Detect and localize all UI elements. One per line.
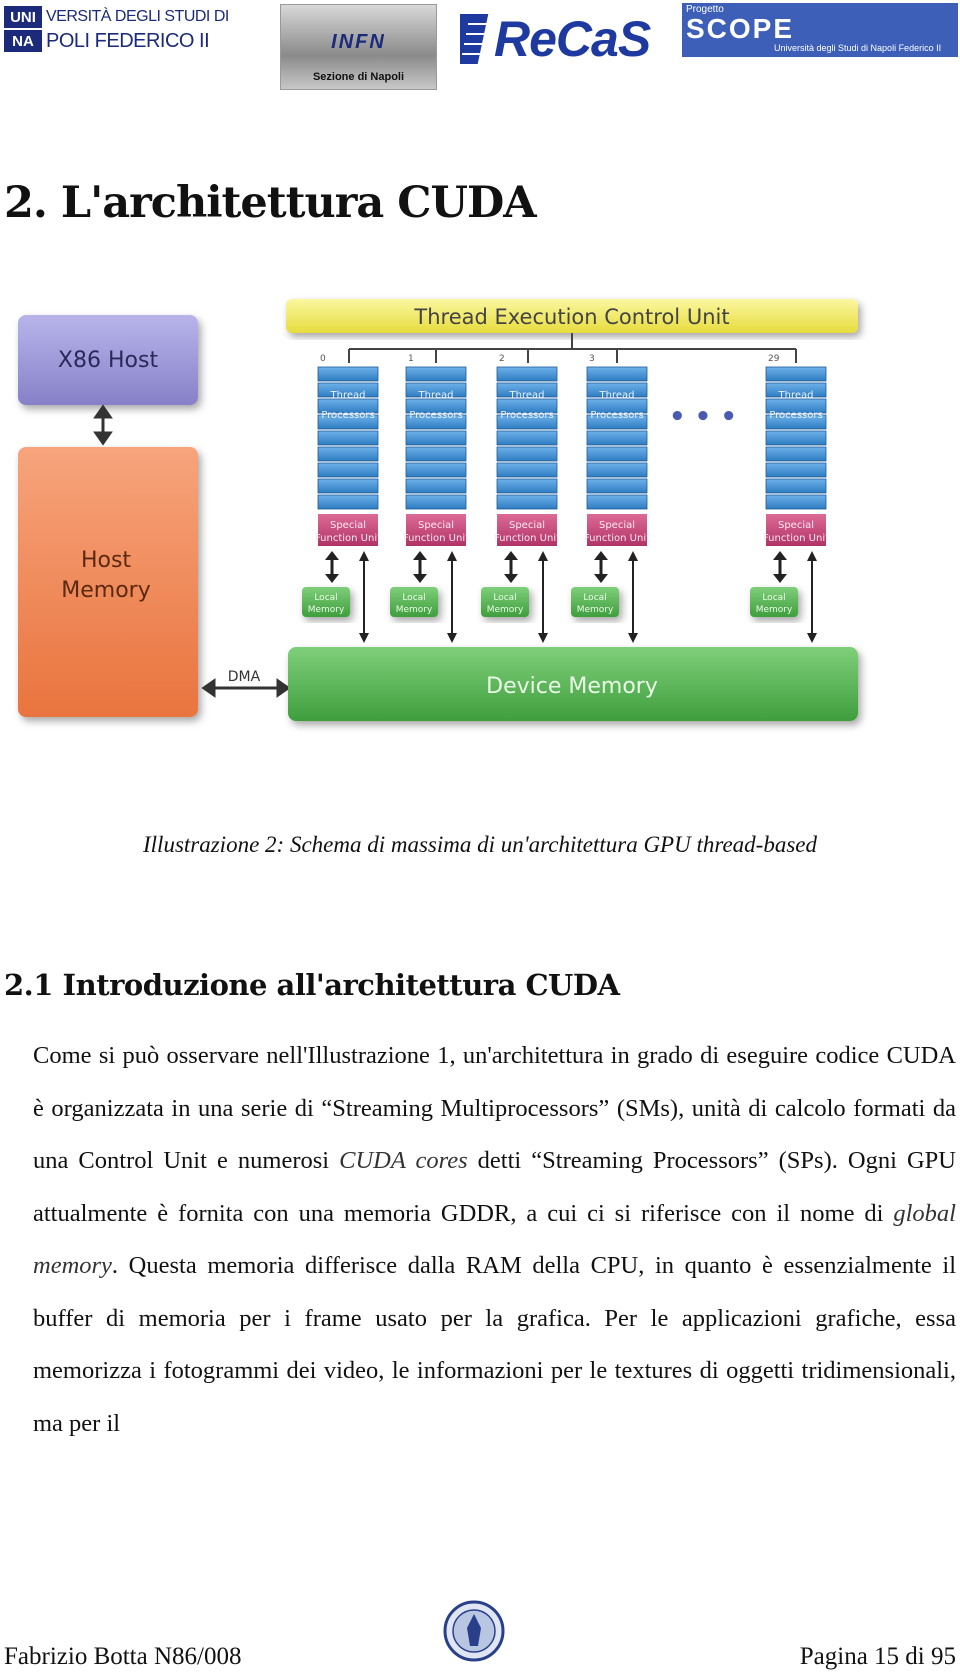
dma-label: DMA xyxy=(227,669,261,685)
thread-processor-cell xyxy=(318,479,378,493)
thread-processors-label-1: Thread xyxy=(418,390,454,401)
sfu-label-2: Function Unit xyxy=(402,533,470,544)
control-bus xyxy=(349,333,796,363)
recas-logo-name: ReCaS xyxy=(494,11,651,67)
device-memory-arrowhead-up xyxy=(359,551,369,561)
thread-processor-cell xyxy=(406,447,466,461)
local-memory-arrowhead-down xyxy=(325,574,339,583)
device-memory-arrowhead-down xyxy=(538,633,548,643)
page-title: 2. L'architettura CUDA xyxy=(4,178,536,228)
thread-processors-label-2: Processors xyxy=(500,410,554,421)
sfu-label-1: Special xyxy=(508,520,546,531)
host-memory-label-1: Host xyxy=(80,548,132,573)
sfu-label-2: Function Unit xyxy=(493,533,561,544)
sm-index-label: 2 xyxy=(499,354,505,364)
gpu-architecture-diagram xyxy=(0,295,960,815)
thread-processor-cell xyxy=(766,495,826,509)
local-memory-arrowhead-up xyxy=(325,551,339,560)
sfu-label-1: Special xyxy=(598,520,636,531)
control-unit-label: Thread Execution Control Unit xyxy=(414,305,730,329)
thread-processor-cell xyxy=(497,367,557,381)
thread-processors-label-2: Processors xyxy=(321,410,375,421)
local-memory-arrowhead-up xyxy=(413,551,427,560)
infn-logo-section: Sezione di Napoli xyxy=(312,71,405,83)
local-memory-arrowhead-down xyxy=(413,574,427,583)
unina-logo-box-bottom: NA xyxy=(4,30,42,52)
local-memory-label-2: Memory xyxy=(395,605,433,615)
thread-processor-cell xyxy=(766,447,826,461)
scope-logo-name: SCOPE xyxy=(686,13,795,44)
local-memory-label-1: Local xyxy=(314,593,338,603)
thread-processor-cell xyxy=(766,463,826,477)
device-memory-arrowhead-down xyxy=(807,633,817,643)
thread-processors-label-1: Thread xyxy=(778,390,814,401)
thread-processor-cell xyxy=(406,479,466,493)
device-memory-arrowhead-down xyxy=(359,633,369,643)
thread-processor-cell xyxy=(497,447,557,461)
sfu-label-1: Special xyxy=(777,520,815,531)
unina-logo-line2: POLI FEDERICO II xyxy=(46,30,210,52)
thread-processor-cell xyxy=(497,495,557,509)
host-memory-label-2: Memory xyxy=(61,578,151,603)
thread-processor-cell xyxy=(587,431,647,445)
paragraph-em-cuda-cores: CUDA cores xyxy=(339,1147,468,1174)
x86-host-label: X86 Host xyxy=(57,348,159,373)
thread-processor-cell xyxy=(406,367,466,381)
thread-processor-cell xyxy=(497,431,557,445)
thread-processor-cell xyxy=(497,463,557,477)
thread-processor-cell xyxy=(318,367,378,381)
sfu-label-2: Function Unit xyxy=(762,533,830,544)
body-paragraph xyxy=(33,1030,956,1450)
paragraph-em-global-memory: global memory xyxy=(33,1199,956,1279)
thread-processor-cell xyxy=(766,367,826,381)
unina-logo-box-top: UNI xyxy=(4,6,42,28)
local-memory-label-1: Local xyxy=(402,593,426,603)
paragraph-text-3: . Questa memoria differisce dalla RAM della CPU, in quanto è essenzialmente il buffer di memoria per i frame usato per la grafica. Per le applicazioni grafiche, essa memorizza i fotogrammi dei video, le informazioni per le textures di oggetti tridimensionali, ma per il xyxy=(33,1252,956,1437)
thread-processor-cell xyxy=(497,479,557,493)
scope-logo xyxy=(682,3,958,57)
sfu-label-2: Function Unit xyxy=(583,533,651,544)
unina-logo-line1: VERSITÀ DEGLI STUDI DI xyxy=(46,8,229,25)
thread-processors-label-2: Processors xyxy=(769,410,823,421)
local-memory-arrowhead-down xyxy=(773,574,787,583)
local-memory-arrowhead-down xyxy=(504,574,518,583)
thread-processor-cell xyxy=(766,479,826,493)
local-memory-label-2: Memory xyxy=(486,605,524,615)
thread-processor-cell xyxy=(587,495,647,509)
thread-processor-cell xyxy=(318,431,378,445)
device-memory-arrowhead-up xyxy=(807,551,817,561)
sfu-label-2: Function Unit xyxy=(314,533,382,544)
local-memory-arrowhead-up xyxy=(594,551,608,560)
sm-index-label: 1 xyxy=(408,354,414,364)
sm-index-label: 29 xyxy=(768,354,780,364)
local-memory-label-2: Memory xyxy=(307,605,345,615)
section-heading: 2.1 Introduzione all'architettura CUDA xyxy=(4,968,620,1002)
device-memory-arrowhead-down xyxy=(628,633,638,643)
paragraph-text-2: detti “Streaming Processors” (SPs). Ogni GPU attualmente è fornita con una memoria GDDR, a cui ci si riferisce con il nome di xyxy=(33,1147,956,1227)
device-memory-arrowhead-down xyxy=(447,633,457,643)
sm-index-label: 0 xyxy=(320,354,326,364)
thread-processors-label-2: Processors xyxy=(590,410,644,421)
thread-processor-cell xyxy=(587,463,647,477)
local-memory-arrowhead-up xyxy=(504,551,518,560)
local-memory-label-1: Local xyxy=(762,593,786,603)
thread-processors-label-1: Thread xyxy=(509,390,545,401)
local-memory-label-2: Memory xyxy=(576,605,614,615)
university-seal-icon xyxy=(443,1600,505,1662)
thread-processor-cell xyxy=(318,463,378,477)
thread-processors-label-1: Thread xyxy=(330,390,366,401)
more-processors-ellipsis: • • • xyxy=(669,402,737,432)
paragraph-text-1: Come si può osservare nell'Illustrazione 1, un'architettura in grado di eseguire codice CUDA è organizzata in una serie di “Streaming Multiprocessors” (SMs), unità di calcolo formati da una Control Unit e numerosi xyxy=(33,1042,956,1174)
thread-processor-cell xyxy=(587,367,647,381)
thread-processor-cell xyxy=(766,431,826,445)
sfu-label-1: Special xyxy=(417,520,455,531)
thread-processors-label-1: Thread xyxy=(599,390,635,401)
thread-processor-cell xyxy=(587,479,647,493)
streaming-multiprocessors xyxy=(302,354,829,643)
thread-processor-cell xyxy=(406,495,466,509)
infn-logo-name: INFN xyxy=(331,31,386,53)
thread-processor-cell xyxy=(406,463,466,477)
thread-processor-cell xyxy=(318,495,378,509)
device-memory-arrowhead-up xyxy=(538,551,548,561)
local-memory-arrowhead-up xyxy=(773,551,787,560)
local-memory-label-1: Local xyxy=(493,593,517,603)
device-memory-arrowhead-up xyxy=(447,551,457,561)
local-memory-arrowhead-down xyxy=(594,574,608,583)
thread-processor-cell xyxy=(406,431,466,445)
local-memory-label-1: Local xyxy=(583,593,607,603)
device-memory-arrowhead-up xyxy=(628,551,638,561)
local-memory-label-2: Memory xyxy=(755,605,793,615)
device-memory-label: Device Memory xyxy=(486,674,658,699)
thread-processor-cell xyxy=(318,447,378,461)
footer-author: Fabrizio Botta N86/008 xyxy=(4,1643,242,1670)
host-memory-arrow xyxy=(96,407,110,443)
infn-logo xyxy=(280,4,437,90)
thread-processor-cell xyxy=(587,447,647,461)
footer-page-number: Pagina 15 di 95 xyxy=(799,1643,956,1670)
figure-caption: Illustrazione 2: Schema di massima di un'architettura GPU thread-based xyxy=(143,832,817,857)
scope-logo-university: Università degli Studi di Napoli Federico II xyxy=(774,43,942,53)
sm-index-label: 3 xyxy=(589,354,595,364)
scope-logo-progetto: Progetto xyxy=(686,4,724,15)
unina-logo xyxy=(0,0,245,60)
thread-processors-label-2: Processors xyxy=(409,410,463,421)
sfu-label-1: Special xyxy=(329,520,367,531)
recas-logo xyxy=(460,6,650,78)
